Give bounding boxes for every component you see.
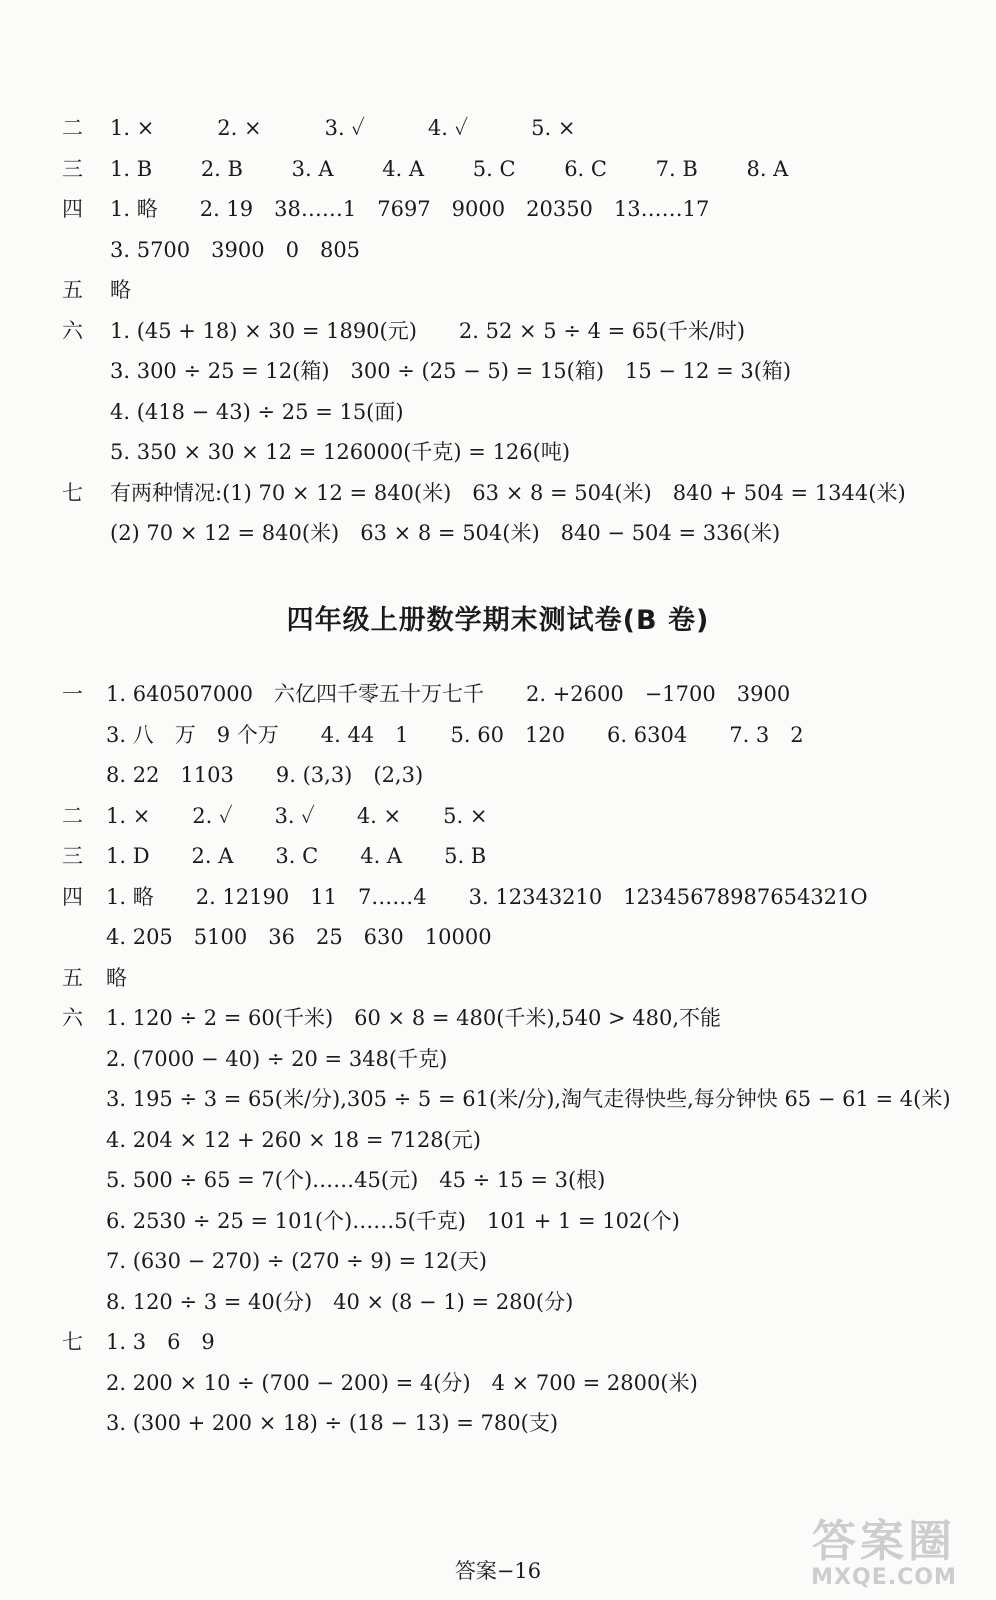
answer-text: 6. 2530 ÷ 25 = 101(个)……5(千克) 101 + 1 = 102(个) xyxy=(106,1208,680,1233)
answer-row xyxy=(0,1160,996,1201)
answer-text: 1. 略 2. 12190 11 7……4 3. 12343210 12345678987654321O xyxy=(106,884,868,909)
page-number: 答案−16 xyxy=(454,1559,542,1583)
answer-text: 8. 22 1103 9. (3,3) (2,3) xyxy=(106,763,424,787)
answer-row xyxy=(0,796,996,837)
answer-text: 7. (630 − 270) ÷ (270 ÷ 9) = 12(天) xyxy=(106,1249,487,1273)
answer-text: 2. 200 × 10 ÷ (700 − 200) = 4(分) 4 × 700 = 2800(米) xyxy=(106,1370,698,1395)
answer-row xyxy=(0,513,996,554)
answer-row xyxy=(0,432,996,473)
question-number: 三 xyxy=(62,156,83,181)
question-number: 二 xyxy=(62,116,83,140)
answer-text: 3. (300 + 200 × 18) ÷ (18 − 13) = 780(支) xyxy=(106,1411,559,1435)
answer-row xyxy=(0,1241,996,1282)
answer-row xyxy=(0,473,996,514)
answer-row xyxy=(0,877,996,918)
answer-text: 1. 3 6 9 xyxy=(106,1330,215,1354)
answer-text: 1. 120 ÷ 2 = 60(千米) 60 × 8 = 480(千米),540 > 480,不能 xyxy=(106,1006,722,1030)
answer-text: 1. × 2. × 3. ✓ 4. ✓ 5. × xyxy=(110,116,576,140)
watermark-logo xyxy=(794,1518,974,1596)
answer-row xyxy=(0,108,996,149)
question-number: 四 xyxy=(62,884,83,909)
answer-row xyxy=(0,1120,996,1161)
answer-text: 4. 205 5100 36 25 630 10000 xyxy=(106,925,492,949)
question-number: 五 xyxy=(62,965,83,990)
answer-row xyxy=(0,998,996,1039)
question-number: 六 xyxy=(62,318,83,343)
answer-row xyxy=(0,1322,996,1363)
answer-text: 1. B 2. B 3. A 4. A 5. C 6. C 7. B 8. A xyxy=(110,156,789,181)
exam-title: 四年级上册数学期末测试卷(B 卷) xyxy=(286,605,710,636)
answer-row xyxy=(0,674,996,715)
question-number: 五 xyxy=(62,278,83,302)
answer-row xyxy=(0,917,996,958)
answer-row xyxy=(0,149,996,190)
answer-text: 3. 八 万 9 个万 4. 44 1 5. 60 120 6. 6304 7. 3 2 xyxy=(106,722,804,747)
answer-text: 2. (7000 − 40) ÷ 20 = 348(千克) xyxy=(106,1046,448,1071)
answer-text: 有两种情况:(1) 70 × 12 = 840(米) 63 × 8 = 504(米) 840 + 504 = 1344(米) xyxy=(110,480,906,505)
answer-text: 8. 120 ÷ 3 = 40(分) 40 × (8 − 1) = 280(分) xyxy=(106,1289,574,1314)
answer-text: 1. D 2. A 3. C 4. A 5. B xyxy=(106,844,487,868)
answer-row xyxy=(0,270,996,311)
answer-row xyxy=(0,311,996,352)
answer-text: 1. × 2. ✓ 3. ✓ 4. × 5. × xyxy=(106,803,488,828)
answer-text: 1. 略 2. 19 38……1 7697 9000 20350 13……17 xyxy=(110,197,710,221)
answer-text: 4. (418 − 43) ÷ 25 = 15(面) xyxy=(110,399,404,424)
answer-row xyxy=(0,230,996,271)
answer-row xyxy=(0,1079,996,1120)
answer-row xyxy=(0,392,996,433)
answer-text: 1. (45 + 18) × 30 = 1890(元) 2. 52 × 5 ÷ 4 = 65(千米/时) xyxy=(110,318,746,343)
question-number: 一 xyxy=(62,682,83,706)
answer-row xyxy=(0,755,996,796)
answer-row xyxy=(0,1039,996,1080)
answer-text: 略 xyxy=(106,965,127,990)
question-number: 七 xyxy=(62,480,83,505)
answer-section-b xyxy=(0,674,996,1444)
answer-row xyxy=(0,1201,996,1242)
answer-row xyxy=(0,836,996,877)
answer-text: 3. 300 ÷ 25 = 12(箱) 300 ÷ (25 − 5) = 15(箱) 15 − 12 = 3(箱) xyxy=(110,359,792,383)
answer-row xyxy=(0,958,996,999)
answer-text: 5. 500 ÷ 65 = 7(个)……45(元) 45 ÷ 15 = 3(根) xyxy=(106,1168,606,1192)
answer-row xyxy=(0,715,996,756)
question-number: 七 xyxy=(62,1330,83,1354)
answer-text: (2) 70 × 12 = 840(米) 63 × 8 = 504(米) 840 − 504 = 336(米) xyxy=(110,521,781,545)
answer-row xyxy=(0,189,996,230)
question-number: 六 xyxy=(62,1006,83,1030)
answer-row xyxy=(0,1282,996,1323)
question-number: 四 xyxy=(62,197,83,221)
answer-text: 1. 640507000 六亿四千零五十万七千 2. +2600 −1700 3900 xyxy=(106,682,791,706)
answer-text: 4. 204 × 12 + 260 × 18 = 7128(元) xyxy=(106,1127,481,1152)
answer-row xyxy=(0,1363,996,1404)
watermark-domain-text: MXQE.COM xyxy=(811,1565,957,1590)
answer-row xyxy=(0,351,996,392)
question-number: 二 xyxy=(62,803,83,828)
answer-text: 3. 195 ÷ 3 = 65(米/分),305 ÷ 5 = 61(米/分),淘气走得快些,每分钟快 65 − 61 = 4(米) xyxy=(106,1087,951,1111)
answer-text: 3. 5700 3900 0 805 xyxy=(110,237,361,262)
answer-text: 略 xyxy=(110,278,131,302)
question-number: 三 xyxy=(62,844,83,868)
answer-row xyxy=(0,1403,996,1444)
watermark-main-text: 答案圈 xyxy=(812,1516,956,1567)
answer-section-a xyxy=(0,108,996,554)
answer-text: 5. 350 × 30 × 12 = 126000(千克) = 126(吨) xyxy=(110,440,571,464)
